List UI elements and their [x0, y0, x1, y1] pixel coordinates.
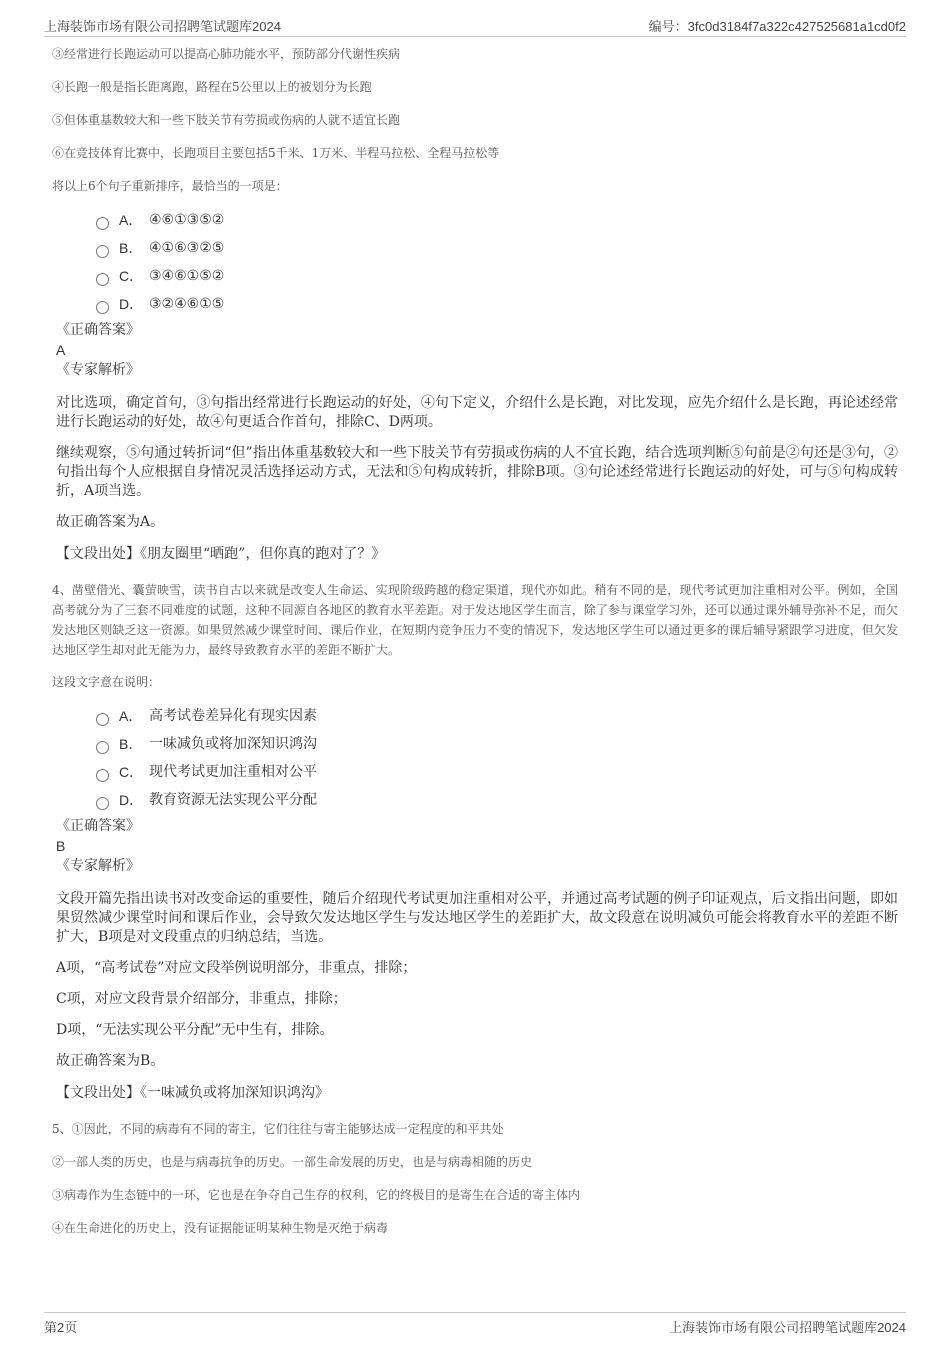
option-letter: B． [119, 736, 143, 752]
radio-button[interactable] [96, 217, 109, 230]
correct-answer: A [56, 342, 66, 358]
option-c[interactable] [96, 758, 898, 786]
analysis-label: 《专家解析》 [56, 858, 140, 874]
sentence: 5、①因此，不同的病毒有不同的寄主，它们往往与寄主能够达成一定程度的和平共处 [52, 1122, 504, 1136]
question-4 [52, 580, 898, 1103]
option-letter: D． [119, 296, 144, 312]
question-prompt: 这段文字意在说明： [52, 675, 161, 689]
option-letter: C． [119, 268, 144, 284]
answer-label: 《正确答案》 [56, 322, 140, 338]
analysis-paragraph: 故正确答案为B。 [56, 1053, 165, 1069]
option-a[interactable] [96, 206, 898, 234]
analysis-paragraph: D项，“无法实现公平分配”无中生有，排除。 [56, 1022, 334, 1038]
page-number: 第2页 [44, 1320, 78, 1335]
analysis-paragraph: 对比选项，确定首句，③句指出经常进行长跑运动的好处，④句下定义，介绍什么是长跑，对比发现，应先介绍什么是长跑，再论述经常进行长跑运动的好处，故④句更适合作首句，排除C、D两项。 [56, 395, 898, 430]
analysis-paragraph: 继续观察，⑤句通过转折词“但”指出体重基数较大和一些下肢关节有劳损或伤病的人不宜长跑，结合选项判断⑤句前是②句还是③句，②句指出每个人应根据自身情况灵活选择运动方式，无法和⑤句构成转折，排除B项。③句论述经常进行长跑运动的好处，可与⑤句构成转折，A项当选。 [56, 445, 898, 499]
option-letter: A． [119, 212, 143, 228]
analysis-paragraph: A项，“高考试卷”对应文段举例说明部分，非重点，排除； [56, 960, 417, 976]
option-text: 高考试卷差异化有现实因素 [149, 708, 317, 724]
option-b[interactable] [96, 234, 898, 262]
sentence: ③经常进行长跑运动可以提高心肺功能水平，预防部分代谢性疾病 [52, 47, 401, 61]
page-header [44, 14, 906, 37]
option-list [52, 702, 898, 814]
sentence: ④长跑一般是指长距离跑，路程在5公里以上的被划分为长跑 [52, 80, 372, 94]
page-footer [44, 1312, 906, 1337]
analysis-paragraph: C项，对应文段背景介绍部分，非重点，排除； [56, 991, 347, 1007]
analysis-paragraph: 文段开篇先指出读书对改变命运的重要性，随后介绍现代考试更加注重相对公平，并通过高考试题的例子印证观点，后文指出问题，即如果贸然减少课堂时间和课后作业，会导致欠发达地区学生与发达地区学生的差距扩大，故文段意在说明减负可能会将教育水平的差距不断扩大，B项是对文段重点的归纳总结，当选。 [56, 891, 898, 945]
option-text: 一味减负或将加深知识鸿沟 [149, 736, 317, 752]
analysis-paragraph: 故正确答案为A。 [56, 514, 165, 530]
header-title: 上海装饰市场有限公司招聘笔试题库2024 [44, 19, 281, 34]
source-citation: 【文段出处】《朋友圈里“晒跑”，但你真的跑对了？》 [56, 546, 386, 562]
option-text: 现代考试更加注重相对公平 [149, 764, 317, 780]
radio-button[interactable] [96, 273, 109, 286]
sentence: ③病毒作为生态链中的一环，它也是在争夺自己生存的权利，它的终极目的是寄生在合适的寄主体内 [52, 1188, 581, 1202]
footer-title: 上海装饰市场有限公司招聘笔试题库2024 [669, 1320, 906, 1335]
sentence: ④在生命进化的历史上，没有证据能证明某种生物是灭绝于病毒 [52, 1221, 389, 1235]
option-d[interactable] [96, 290, 898, 318]
question-3 [52, 44, 898, 564]
question-5 [52, 1119, 898, 1238]
option-text: 教育资源无法实现公平分配 [149, 792, 317, 808]
option-text: ④①⑥③②⑤ [149, 240, 225, 256]
radio-button[interactable] [96, 245, 109, 258]
question-prompt: 将以上6个句子重新排序，最恰当的一项是： [52, 179, 288, 193]
page-content [52, 44, 898, 1251]
option-letter: A． [119, 708, 143, 724]
option-d[interactable] [96, 786, 898, 814]
radio-button[interactable] [96, 797, 109, 810]
option-text: ③④⑥①⑤② [149, 268, 225, 284]
sentence: ②一部人类的历史，也是与病毒抗争的历史。一部生命发展的历史，也是与病毒相随的历史 [52, 1155, 533, 1169]
source-citation: 【文段出处】《一味减负或将加深知识鸿沟》 [56, 1085, 329, 1101]
option-text: ④⑥①③⑤② [149, 212, 225, 228]
option-letter: D． [119, 792, 144, 808]
radio-button[interactable] [96, 741, 109, 754]
radio-button[interactable] [96, 713, 109, 726]
option-a[interactable] [96, 702, 898, 730]
option-b[interactable] [96, 730, 898, 758]
question-stem: 4、凿壁借光、囊萤映雪，读书自古以来就是改变人生命运、实现阶级跨越的稳定渠道，现代亦如此。稍有不同的是，现代考试更加注重相对公平。例如，全国高考就分为了三套不同难度的试题，这种不同源自各地区的教育水平差距。对于发达地区学生而言，除了参与课堂学习外，还可以通过课外辅导弥补不足，而欠发达地区则缺乏这一资源。如果贸然减少课堂时间、课后作业，在短期内竞争压力不变的情况下，发达地区学生可以通过更多的课后辅导紧跟学习进度，但欠发达地区学生却对此无能为力，最终导致教育水平的差距不断扩大。 [52, 583, 898, 657]
option-list [52, 206, 898, 318]
radio-button[interactable] [96, 769, 109, 782]
option-c[interactable] [96, 262, 898, 290]
answer-label: 《正确答案》 [56, 818, 140, 834]
sentence: ⑥在竞技体育比赛中，长跑项目主要包括5千米、1万米、半程马拉松、全程马拉松等 [52, 146, 500, 160]
analysis-label: 《专家解析》 [56, 362, 140, 378]
sentence: ⑤但体重基数较大和一些下肢关节有劳损或伤病的人就不适宜长跑 [52, 113, 401, 127]
option-letter: B． [119, 240, 143, 256]
radio-button[interactable] [96, 301, 109, 314]
document-code: 编号：3fc0d3184f7a322c427525681a1cd0f2 [648, 19, 906, 34]
correct-answer: B [56, 838, 66, 854]
option-text: ③②④⑥①⑤ [149, 296, 225, 312]
option-letter: C． [119, 764, 144, 780]
